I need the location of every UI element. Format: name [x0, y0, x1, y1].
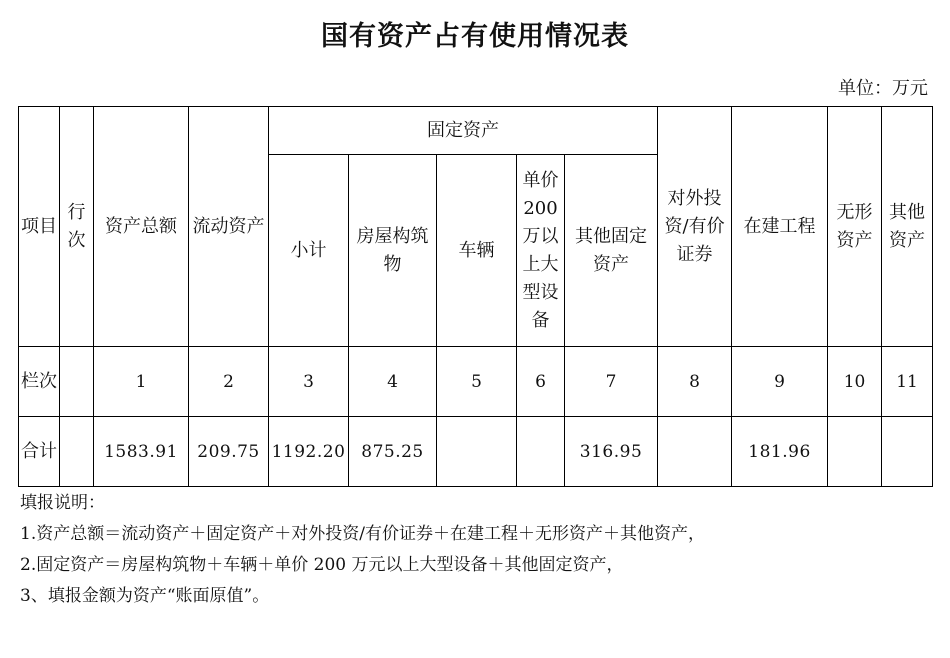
header-buildings: 房屋构筑物 [349, 155, 437, 347]
column-number: 11 [882, 347, 933, 417]
column-number: 9 [732, 347, 828, 417]
column-number-label: 栏次 [19, 347, 60, 417]
column-number: 1 [94, 347, 189, 417]
total-row-no [60, 417, 94, 487]
column-number: 7 [565, 347, 658, 417]
header-row-1 [19, 107, 933, 155]
column-number: 2 [189, 347, 269, 417]
column-number: 3 [269, 347, 349, 417]
note-line: 2.固定资产＝房屋构筑物＋车辆＋单价 200 万元以上大型设备＋其他固定资产， [20, 555, 624, 575]
asset-table [18, 106, 933, 487]
investments-value [658, 417, 732, 487]
header-fixed-assets: 固定资产 [269, 107, 658, 155]
construction-value: 181.96 [732, 417, 828, 487]
vehicles-value [437, 417, 517, 487]
column-number: 8 [658, 347, 732, 417]
header-intangible: 无形资产 [828, 107, 882, 347]
notes-heading: 填报说明： [20, 493, 105, 513]
total-assets-value: 1583.91 [94, 417, 189, 487]
buildings-value: 875.25 [349, 417, 437, 487]
unit-label: 单位：万元 [838, 78, 928, 99]
total-row-label: 合计 [19, 417, 60, 487]
column-number-row [19, 347, 933, 417]
header-row-no: 行次 [60, 107, 94, 347]
column-number: 4 [349, 347, 437, 417]
column-number: 5 [437, 347, 517, 417]
column-number: 6 [517, 347, 565, 417]
header-investments: 对外投资/有价证券 [658, 107, 732, 347]
current-assets-value: 209.75 [189, 417, 269, 487]
header-other-fixed: 其他固定资产 [565, 155, 658, 347]
other-fixed-value: 316.95 [565, 417, 658, 487]
header-large-equipment: 单价200万以上大型设备 [517, 155, 565, 347]
other-assets-value [882, 417, 933, 487]
column-number: 10 [828, 347, 882, 417]
column-number-blank [60, 347, 94, 417]
header-current-assets: 流动资产 [189, 107, 269, 347]
intangible-value [828, 417, 882, 487]
header-vehicles: 车辆 [437, 155, 517, 347]
total-row [19, 417, 933, 487]
page-title: 国有资产占有使用情况表 [321, 21, 629, 52]
note-line: 3、填报金额为资产“账面原值”。 [20, 586, 270, 606]
fixed-subtotal-value: 1192.20 [269, 417, 349, 487]
header-construction: 在建工程 [732, 107, 828, 347]
header-subtotal: 小计 [269, 155, 349, 347]
filling-notes [20, 488, 705, 612]
header-other-assets: 其他资产 [882, 107, 933, 347]
header-item: 项目 [19, 107, 60, 347]
large-equipment-value [517, 417, 565, 487]
note-line: 1.资产总额＝流动资产＋固定资产＋对外投资/有价证券＋在建工程＋无形资产＋其他资产， [20, 524, 705, 544]
header-total-assets: 资产总额 [94, 107, 189, 347]
